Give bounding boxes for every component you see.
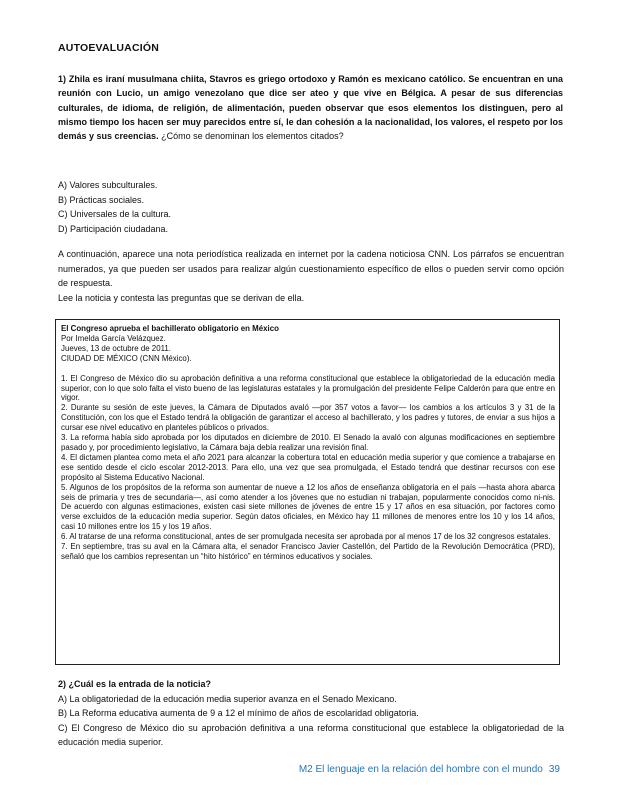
question-1 [58, 72, 563, 143]
option-d: D) Participación ciudadana. [58, 223, 169, 234]
page-heading: AUTOEVALUACIÓN [58, 42, 159, 54]
page-footer [0, 764, 560, 775]
question-1-options [58, 178, 563, 236]
option-a: A) Valores subculturales. [58, 180, 158, 190]
article-paragraph-2: 2. Durante su sesión de este jueves, la Cámara de Diputados avaló —por 357 votos a favor— los cambios a los artículos 3 y 31 de la Constitución, con los que el Estado tendrá la obligación de garantizar el acceso al bachillerato, y los padres y tutores, de enviar a sus hijos a cursar ese nivel educativo en planteles públicos o privados. [61, 403, 555, 433]
news-article-box [55, 319, 560, 665]
footer-title: M2 El lenguaje en la relación del hombre con el mundo [298, 764, 543, 775]
intro-text [58, 247, 564, 305]
article-date: Jueves, 13 de octubre de 2011. [61, 343, 171, 353]
option-c: C) Universales de la cultura. [58, 209, 172, 219]
article-location: CIUDAD DE MÉXICO (CNN México). [61, 353, 192, 363]
article-paragraph-4: 4. El dictamen plantea como meta el año 2021 para alcanzar la cobertura total en educación media superior y que comience a trabajarse en ese sentido desde el ciclo escolar 2012-2013. Para ello, una vez que sea promulgada, el Estado tendrá que destinar recursos con ese propósito al Sistema Educativo Nacional. [61, 452, 555, 482]
article-author: Por Imelda García Velázquez. [61, 333, 166, 343]
article-paragraph-5: 5. Algunos de los propósitos de la reforma son aumentar de nueve a 12 los años de enseñanza obligatoria en el país —hasta ahora abarca seis de primaria y tres de secundaria—, así como atender a los jóvenes que no estudian ni trabajan, popularmente conocidos como ni-nis. De acuerdo con algunas estimaciones, existen casi siete millones de jóvenes de entre 15 y 17 años en esa situación, por factores como verse excluidos de la educación media superior. Según datos oficiales, en México hay 11 millones de menores entre los 10 y los 14 años, casi 10 millones entre los 15 y los 19 años. [61, 482, 555, 532]
page-number: 39 [548, 764, 560, 775]
article-paragraph-3: 3. La reforma había sido aprobada por los diputados en diciembre de 2010. El Senado la avaló con algunas modificaciones en septiembre pasado y, por procedimiento legislativo, la Cámara baja debía realizar una revisión final. [61, 433, 555, 452]
q2-option-b: B) La Reforma educativa aumenta de 9 a 12 el mínimo de años de escolaridad obligatoria. [58, 708, 419, 718]
article-paragraph-1: 1. El Congreso de México dio su aprobación definitiva a una reforma constitucional que establece la obligatoriedad de la educación media superior, con lo que solo falta el visto bueno de las legislaturas estatales y la promulgación del presidente Felipe Calderón para que entre en vigor. [61, 373, 555, 403]
option-b: B) Prácticas sociales. [58, 194, 145, 205]
q2-option-a: A) La obligatoriedad de la educación media superior avanza en el Senado Mexicano. [58, 693, 397, 704]
article-paragraph-7: 7. En septiembre, tras su aval en la Cámara alta, el senador Francisco Javier Castellón, del Partido de la Revolución Democrática (PRD), señaló que los cambios representan un “hito histórico” en términos educativos y sociales. [61, 542, 555, 561]
intro-instruction: Lee la noticia y contesta las preguntas que se derivan de ella. [58, 292, 305, 303]
q2-option-c: C) El Congreso de México dio su aprobación definitiva a una reforma constitucional que establece la obligatoriedad de la educación media superior. [58, 722, 564, 747]
intro-paragraph: A continuación, aparece una nota periodística realizada en internet por la cadena noticiosa CNN. Los párrafos se encuentran numerados, ya que pueden ser usados para realizar algún cuestionamiento específico de ellos o pueden servir como opción de respuesta. [58, 249, 564, 288]
article-title: El Congreso aprueba el bachillerato obligatorio en México [61, 324, 279, 333]
question-2 [58, 677, 564, 750]
question-1-prompt: ¿Cómo se denominan los elementos citados? [158, 131, 344, 142]
article-header [61, 324, 555, 364]
article-paragraph-6: 6. Al tratarse de una reforma constitucional, antes de ser promulgada necesita ser aprobada por al menos 17 de los 32 congresos estatales. [61, 532, 551, 542]
question-1-scenario: 1) Zhila es iraní musulmana chiita, Stavros es griego ortodoxo y Ramón es mexicano católico. Se encuentran en una reunión con Lucio, un amigo venezolano que dice ser ateo y que vive en Bélgica. A pesar de sus diferencias culturales, de idioma, de religión, de alimentación, pueden observar que esos elementos los distinguen, pero al mismo tiempo los hacen ser muy parecidos entre sí, le dan cohesión a la nacionalidad, los valores, el respeto por los demás y sus creencias. [58, 74, 563, 142]
question-2-prompt: 2) ¿Cuál es la entrada de la noticia? [58, 679, 212, 689]
